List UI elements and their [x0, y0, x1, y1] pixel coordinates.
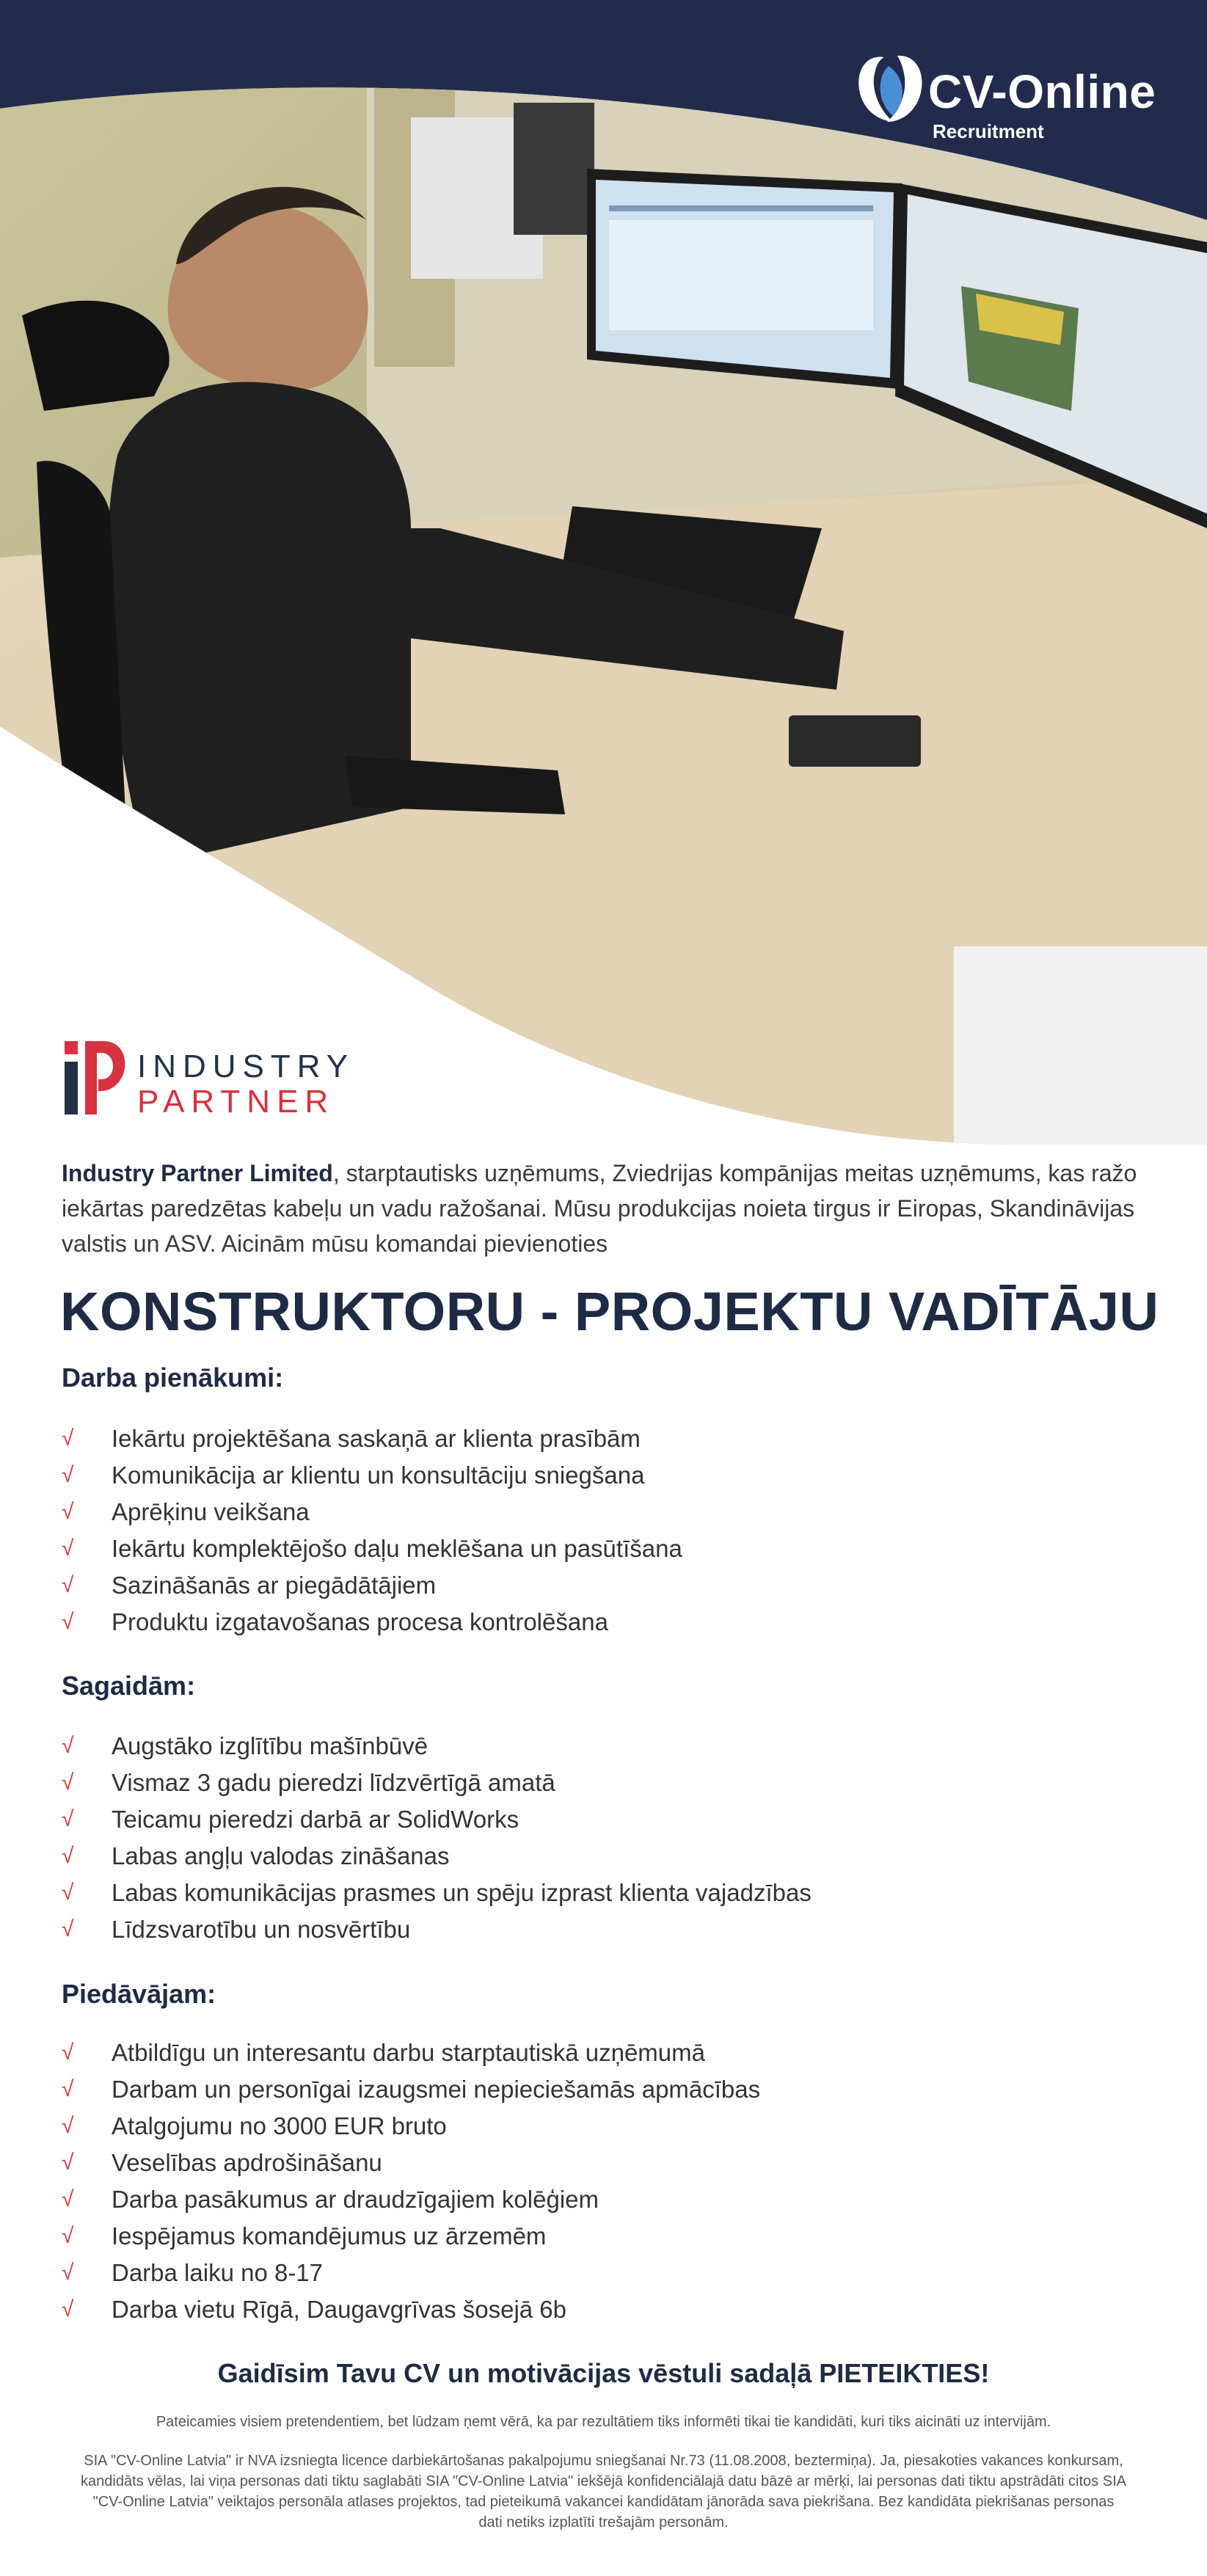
list-item: √ Līdzsvarotību un nosvērtību — [62, 1911, 1148, 1948]
list-item: √ Labas angļu valodas zināšanas — [62, 1838, 1148, 1875]
list-item: √ Iekārtu komplektējošo daļu meklēšana un pasūtīšana — [62, 1530, 1148, 1567]
offer-list — [62, 2035, 1148, 2328]
list-item: √ Atalgojumu no 3000 EUR bruto — [62, 2108, 1148, 2145]
list-item: √ Produktu izgatavošanas procesa kontrolēšana — [62, 1604, 1148, 1641]
check-icon: √ — [62, 2261, 74, 2285]
cv-online-icon — [855, 51, 925, 125]
check-icon: √ — [62, 1917, 74, 1941]
paper-stack-illustration — [954, 946, 1207, 1145]
industry-partner-word-2: PARTNER — [137, 1084, 335, 1120]
license-note: SIA "CV-Online Latvia" ir NVA izsniegta licence darbiekārtošanas pakalpojumu sniegšanai Nr.73 (11.08.2008, beztermiņa). Ja, piesakoties vakances konkursam, kandidāts vēlas, lai viņa personas dati tiktu saglabāti SIA "CV-Online Latvia" iekšējā konfidenciālajā datu bāzē ar mērķi, lai personas dati tiktu apstrādāti citos SIA "CV-Online Latvia" veiktajos personāla atlases projektos, tad pieteikumā vakancei kandidātam jānorāda sava piekrišana. Bez kandidāta piekrišanas personas dati netiks izplatīti trešajām personām. — [81, 2453, 1126, 2531]
check-icon: √ — [62, 1536, 74, 1561]
check-icon: √ — [62, 2224, 74, 2248]
check-icon: √ — [62, 1463, 74, 1487]
check-icon: √ — [62, 1573, 74, 1597]
check-icon: √ — [62, 1844, 74, 1868]
duties-list — [62, 1420, 1148, 1641]
calculator-illustration — [789, 715, 921, 767]
check-icon: √ — [62, 2077, 74, 2101]
list-item: √ Darba laiku no 8-17 — [62, 2255, 1148, 2291]
hero-banner — [0, 0, 1207, 1145]
check-icon: √ — [62, 2297, 74, 2321]
check-icon: √ — [62, 2150, 74, 2175]
expect-heading: Sagaidām: — [62, 1671, 196, 1701]
list-item: √ Darbam un personīgai izaugsmei nepieciešamās apmācības — [62, 2071, 1148, 2108]
cv-online-logo[interactable] — [855, 51, 1163, 154]
call-to-action: Gaidīsim Tavu CV un motivācijas vēstuli sadaļā PIETEIKTIES! — [217, 2358, 990, 2388]
list-item: √ Darba pasākumus ar draudzīgajiem kolēģiem — [62, 2181, 1148, 2218]
industry-partner-logo — [60, 1038, 368, 1119]
list-item: √ Sazināšanās ar piegādātājiem — [62, 1567, 1148, 1604]
check-icon: √ — [62, 1770, 74, 1795]
cv-online-wordmark: CV-Online — [928, 65, 1156, 118]
cv-online-subtitle: Recruitment — [933, 120, 1044, 142]
list-item: √ Atbildīgu un interesantu darbu starptautiskā uzņēmumā — [62, 2035, 1148, 2071]
intro-text: , starptautisks uzņēmums, Zviedrijas kompānijas meitas uzņēmums, kas ražo iekārtas paredzētas kabeļu un vadu ražošanai. Mūsu produkcijas noieta tirgus ir Eiropas, Skandināvijas valstis un ASV. Aicinām mūsu komandai pievienoties — [62, 1160, 1137, 1257]
industry-partner-word-1: INDUSTRY — [137, 1048, 355, 1084]
check-icon: √ — [62, 2040, 74, 2065]
list-item: √ Augstāko izglītību mašīnbūvē — [62, 1728, 1148, 1765]
list-item: √ Iekārtu projektēšana saskaņā ar klienta prasībām — [62, 1420, 1148, 1457]
duties-heading: Darba pienākumi: — [62, 1362, 284, 1393]
industry-partner-icon — [60, 1038, 128, 1119]
list-item: √ Labas komunikācijas prasmes un spēju izprast klienta vajadzības — [62, 1875, 1148, 1911]
check-icon: √ — [62, 2114, 74, 2138]
intro-paragraph — [62, 1156, 1148, 1261]
check-icon: √ — [62, 1426, 74, 1451]
expect-list — [62, 1728, 1148, 1948]
check-icon: √ — [62, 2187, 74, 2211]
list-item: √ Teicamu pieredzi darbā ar SolidWorks — [62, 1801, 1148, 1838]
disclaimer-note: Pateicamies visiem pretendentiem, bet lūdzam ņemt vērā, ka par rezultātiem tiks informēti tikai tie kandidāti, kuri tiks aicināti uz intervijām. — [156, 2414, 1051, 2430]
company-name: Industry Partner Limited — [62, 1160, 333, 1186]
list-item: √ Komunikācija ar klientu un konsultāciju sniegšana — [62, 1457, 1148, 1494]
check-icon: √ — [62, 1807, 74, 1831]
check-icon: √ — [62, 1500, 74, 1524]
check-icon: √ — [62, 1734, 74, 1758]
job-title: KONSTRUKTORU - PROJEKTU VADĪTĀJU — [60, 1281, 1159, 1342]
list-item: √ Darba vietu Rīgā, Daugavgrīvas šosejā 6b — [62, 2291, 1148, 2328]
list-item: √ Veselības apdrošināšanu — [62, 2145, 1148, 2181]
list-item: √ Aprēķinu veikšana — [62, 1494, 1148, 1530]
offer-heading: Piedāvājam: — [62, 1979, 216, 2009]
check-icon: √ — [62, 1610, 74, 1634]
monitor-left-illustration — [587, 169, 902, 389]
list-item: √ Vismaz 3 gadu pieredzi līdzvērtīgā amatā — [62, 1765, 1148, 1801]
list-item: √ Iespējamus komandējumus uz ārzemēm — [62, 2218, 1148, 2255]
check-icon: √ — [62, 1880, 74, 1905]
